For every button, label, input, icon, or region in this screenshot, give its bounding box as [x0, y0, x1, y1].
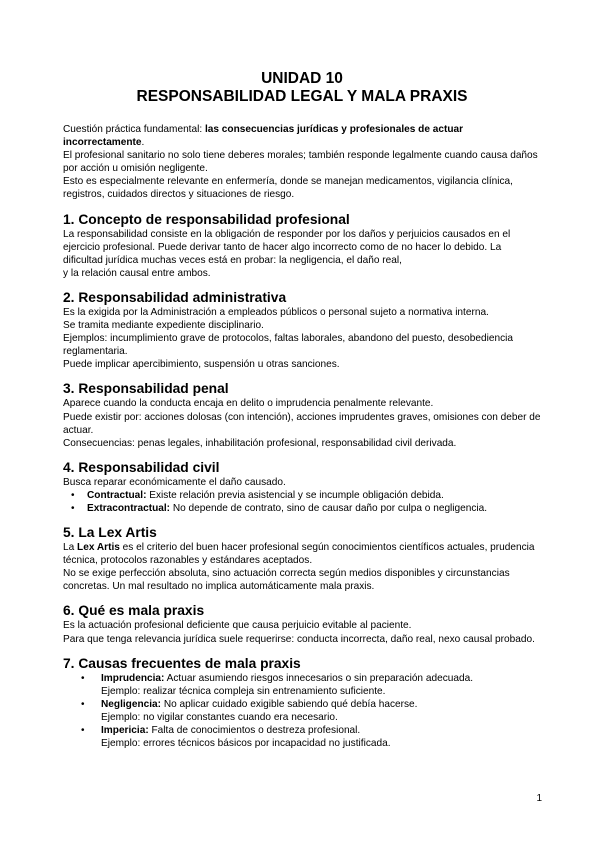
- title-unit: UNIDAD 10: [261, 70, 343, 87]
- section-heading: 6. Qué es mala praxis: [63, 603, 205, 619]
- list-item-term: Extracontractual:: [87, 502, 171, 514]
- section-heading: 2. Responsabilidad administrativa: [63, 289, 287, 305]
- list-item-example: Ejemplo: errores técnicos básicos por incapacidad no justificada.: [101, 738, 391, 750]
- section-heading: 5. La Lex Artis: [63, 525, 157, 541]
- list-item: [71, 489, 541, 502]
- intro-paragraph: El profesional sanitario no solo tiene deberes morales; también responde legalmente cuando causa daños por acción u omisión negligente.: [63, 150, 538, 175]
- section-text: Se tramita mediante expediente disciplinario.: [63, 320, 264, 332]
- list-item-term: Imprudencia:: [101, 672, 165, 684]
- section-text: Es la actuación profesional deficiente que causa perjuicio evitable al paciente.: [63, 620, 412, 632]
- section-text: Puede implicar apercibimiento, suspensión u otras sanciones.: [63, 359, 340, 371]
- section-heading: 3. Responsabilidad penal: [63, 381, 229, 397]
- section-heading: 1. Concepto de responsabilidad profesional: [63, 211, 350, 227]
- section-text: Es la exigida por la Administración a empleados públicos o personal sujeto a normativa interna.: [63, 306, 489, 318]
- section-text: Aparece cuando la conducta encaja en delito o imprudencia penalmente relevante.: [63, 398, 434, 410]
- lex-artis-term: Lex Artis: [77, 542, 120, 554]
- section-text: La responsabilidad consiste en la obligación de responder por los daños y perjuicios causados en el ejercicio profesional. Puede derivar tanto de hacer algo incorrecto como de no hacer lo debido. La dificultad jurídica muchas veces está en probar: la negligencia, el daño real,: [63, 228, 511, 266]
- intro-lead-end: .: [141, 137, 145, 149]
- list-item-term: Contractual:: [87, 489, 147, 501]
- section-text: No se exige perfección absoluta, sino actuación correcta según medios disponibles y circunstancias concretas. Un mal resultado no implica automáticamente mala praxis.: [63, 568, 510, 593]
- section-text: Puede existir por: acciones dolosas (con intención), acciones imprudentes graves, omisiones con deber de actuar.: [63, 411, 541, 436]
- list-item: [81, 724, 541, 737]
- intro-lead-bold: las consecuencias jurídicas y profesionales de actuar incorrectamente: [63, 124, 464, 149]
- list-item-text: Actuar asumiendo riesgos innecesarios o sin preparación adecuada.: [164, 672, 473, 684]
- section-heading: 4. Responsabilidad civil: [63, 459, 220, 475]
- section-heading: 7. Causas frecuentes de mala praxis: [63, 655, 301, 671]
- section-text: Ejemplos: incumplimiento grave de protocolos, faltas laborales, abandono del puesto, desobediencia reglamentaria.: [63, 333, 514, 358]
- document-title: [63, 70, 541, 106]
- list-item: [81, 698, 541, 711]
- list-item-text: No depende de contrato, sino de causar daño por culpa o negligencia.: [170, 502, 488, 514]
- page-number: 1: [536, 793, 542, 804]
- list-item: [71, 502, 541, 515]
- title-topic: RESPONSABILIDAD LEGAL Y MALA PRAXIS: [136, 88, 468, 105]
- lex-artis-prefix: La: [63, 542, 78, 554]
- list-item-term: Negligencia:: [101, 698, 162, 710]
- section-text: Busca reparar económicamente el daño causado.: [63, 476, 286, 488]
- intro-paragraph: Esto es especialmente relevante en enfermería, donde se manejan medicamentos, vigilancia clínica, registros, cuidados directos y situaciones de riesgo.: [63, 176, 513, 201]
- list-item-term: Impericia:: [101, 725, 149, 736]
- section-text: [63, 541, 541, 567]
- lex-artis-text: es el criterio del buen hacer profesional según conocimientos científicos actuales, prudencia técnica, protocolos razonables y estándares aceptados.: [63, 542, 535, 567]
- section-text: Consecuencias: penas legales, inhabilitación profesional, responsabilidad civil derivada.: [63, 437, 457, 449]
- list-item-text: Existe relación previa asistencial y se incumple obligación debida.: [146, 489, 444, 501]
- section-text: y la relación causal entre ambos.: [63, 267, 211, 279]
- list-item-example: Ejemplo: no vigilar constantes cuando era necesario.: [101, 711, 338, 723]
- intro-block: [63, 123, 541, 202]
- document-page: [63, 70, 541, 750]
- list-item-example: Ejemplo: realizar técnica compleja sin entrenamiento suficiente.: [101, 685, 386, 697]
- section-text: Para que tenga relevancia jurídica suele requerirse: conducta incorrecta, daño real, nexo causal probado.: [63, 633, 535, 645]
- list-item-text: Falta de conocimientos o destreza profesional.: [148, 725, 361, 736]
- list-item: [81, 672, 541, 685]
- intro-lead: [63, 123, 541, 149]
- intro-lead-text: Cuestión práctica fundamental:: [63, 124, 205, 135]
- list-item-text: No aplicar cuidado exigible sabiendo qué debía hacerse.: [161, 698, 418, 710]
